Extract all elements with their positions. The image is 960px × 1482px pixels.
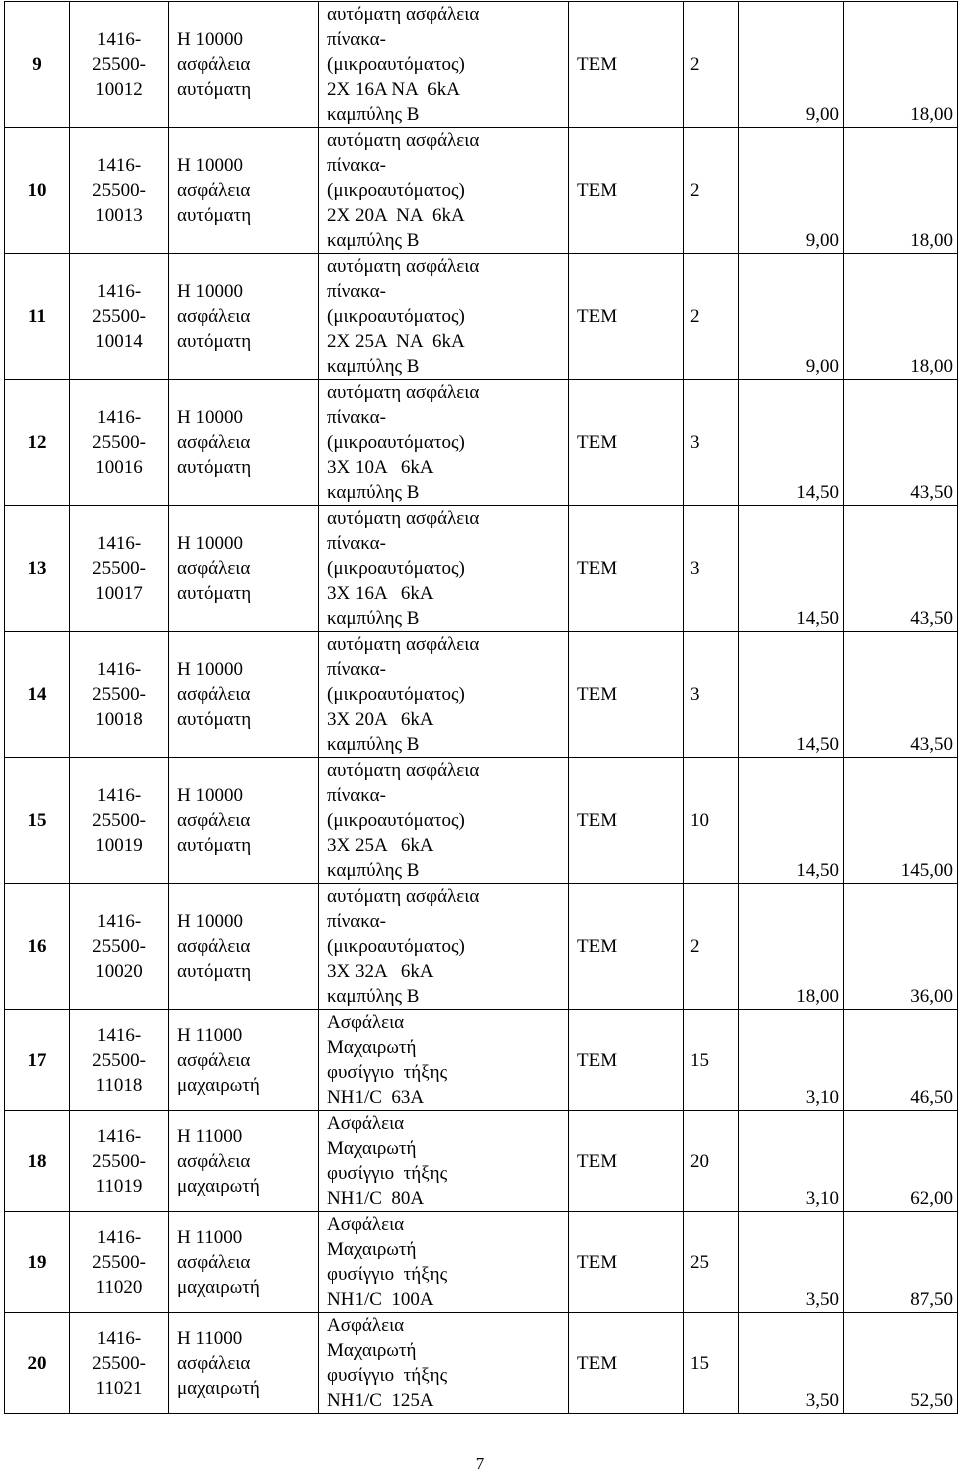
item-total: 62,00 bbox=[844, 1111, 958, 1212]
item-quantity: 3 bbox=[684, 632, 739, 758]
description-line: Ασφάλεια bbox=[327, 1012, 405, 1033]
description-line: αυτόματη ασφάλεια bbox=[327, 256, 480, 277]
item-category bbox=[169, 1212, 319, 1313]
item-code bbox=[70, 506, 169, 632]
description-line: πίνακα- bbox=[327, 407, 386, 428]
description-line: 2Χ 16Α ΝΑ 6kA bbox=[327, 79, 461, 100]
description-line: αυτόματη ασφάλεια bbox=[327, 4, 480, 25]
category-line: Η 10000 bbox=[177, 407, 243, 428]
category-line: ασφάλεια bbox=[177, 936, 251, 957]
code-line: 1416- bbox=[96, 533, 142, 554]
item-code bbox=[70, 884, 169, 1010]
description-line: NH1/C 80A bbox=[327, 1188, 425, 1209]
item-unit-price: 14,50 bbox=[739, 380, 844, 506]
description-line: πίνακα- bbox=[327, 659, 386, 680]
description-line: πίνακα- bbox=[327, 281, 386, 302]
item-category bbox=[169, 1313, 319, 1414]
item-quantity: 15 bbox=[684, 1313, 739, 1414]
item-quantity: 2 bbox=[684, 128, 739, 254]
item-code bbox=[70, 128, 169, 254]
item-unit-price: 14,50 bbox=[739, 506, 844, 632]
table-row bbox=[5, 506, 958, 632]
item-number: 19 bbox=[5, 1212, 70, 1313]
category-line: Η 11000 bbox=[177, 1024, 243, 1046]
item-category bbox=[169, 506, 319, 632]
description-line: καμπύλης Β bbox=[327, 608, 420, 629]
category-line: ασφάλεια bbox=[177, 558, 251, 579]
category-line: Η 10000 bbox=[177, 911, 243, 932]
item-category bbox=[169, 2, 319, 128]
category-line: μαχαιρωτή bbox=[177, 1276, 260, 1298]
category-line: μαχαιρωτή bbox=[177, 1377, 260, 1399]
category-line: Η 10000 bbox=[177, 659, 243, 680]
code-line: 1416- bbox=[96, 911, 142, 932]
table-row bbox=[5, 1111, 958, 1212]
item-total: 87,50 bbox=[844, 1212, 958, 1313]
item-code bbox=[70, 632, 169, 758]
table-row bbox=[5, 2, 958, 128]
code-line: 10012 bbox=[95, 79, 143, 100]
code-line: 11021 bbox=[95, 1377, 143, 1399]
description-line: 2Χ 25Α ΝΑ 6kA bbox=[327, 331, 465, 352]
price-list-table bbox=[4, 1, 958, 1414]
item-number: 9 bbox=[5, 2, 70, 128]
item-code bbox=[70, 1111, 169, 1212]
item-quantity: 15 bbox=[684, 1010, 739, 1111]
code-line: 1416- bbox=[96, 1226, 142, 1248]
description-line: Μαχαιρωτή bbox=[327, 1239, 417, 1260]
category-line: αυτόματη bbox=[177, 331, 252, 352]
category-line: αυτόματη bbox=[177, 835, 252, 856]
description-line: καμπύλης Β bbox=[327, 356, 420, 377]
item-category bbox=[169, 254, 319, 380]
category-line: αυτόματη bbox=[177, 205, 252, 226]
item-unit: ΤΕΜ bbox=[569, 1313, 684, 1414]
code-line: 10016 bbox=[95, 457, 143, 478]
description-line: (μικροαυτόματος) bbox=[327, 936, 465, 957]
code-line: 1416- bbox=[96, 785, 142, 806]
item-description bbox=[319, 1212, 569, 1313]
item-category bbox=[169, 1010, 319, 1111]
description-line: καμπύλης Β bbox=[327, 104, 420, 125]
code-line: 10019 bbox=[95, 835, 143, 856]
item-description bbox=[319, 632, 569, 758]
code-line: 25500- bbox=[92, 180, 146, 201]
description-line: φυσίγγιο τήξης bbox=[327, 1062, 448, 1083]
item-category bbox=[169, 884, 319, 1010]
description-line: Μαχαιρωτή bbox=[327, 1340, 417, 1361]
code-line: 11019 bbox=[95, 1175, 143, 1197]
category-line: Η 11000 bbox=[177, 1327, 243, 1349]
category-line: αυτόματη bbox=[177, 79, 252, 100]
description-line: αυτόματη ασφάλεια bbox=[327, 634, 480, 655]
item-unit-price: 9,00 bbox=[739, 2, 844, 128]
item-quantity: 10 bbox=[684, 758, 739, 884]
item-total: 46,50 bbox=[844, 1010, 958, 1111]
item-total: 43,50 bbox=[844, 506, 958, 632]
description-line: (μικροαυτόματος) bbox=[327, 306, 465, 327]
description-line: 3Χ 20Α 6kA bbox=[327, 709, 434, 730]
item-category bbox=[169, 632, 319, 758]
category-line: Η 11000 bbox=[177, 1226, 243, 1248]
category-line: ασφάλεια bbox=[177, 1150, 251, 1172]
item-number: 17 bbox=[5, 1010, 70, 1111]
description-line: (μικροαυτόματος) bbox=[327, 810, 465, 831]
item-number: 20 bbox=[5, 1313, 70, 1414]
description-line: 3Χ 32Α 6kA bbox=[327, 961, 434, 982]
table-row bbox=[5, 254, 958, 380]
item-code bbox=[70, 1212, 169, 1313]
item-description bbox=[319, 128, 569, 254]
description-line: (μικροαυτόματος) bbox=[327, 54, 465, 75]
category-line: ασφάλεια bbox=[177, 432, 251, 453]
category-line: ασφάλεια bbox=[177, 1251, 251, 1273]
code-line: 11018 bbox=[95, 1074, 143, 1096]
item-unit: ΤΕΜ bbox=[569, 506, 684, 632]
code-line: 25500- bbox=[92, 1150, 146, 1172]
code-line: 1416- bbox=[96, 281, 142, 302]
item-category bbox=[169, 758, 319, 884]
code-line: 1416- bbox=[96, 29, 142, 50]
category-line: Η 10000 bbox=[177, 785, 243, 806]
description-line: πίνακα- bbox=[327, 155, 386, 176]
item-code bbox=[70, 254, 169, 380]
item-description bbox=[319, 1010, 569, 1111]
item-quantity: 2 bbox=[684, 884, 739, 1010]
category-line: ασφάλεια bbox=[177, 180, 251, 201]
table-row bbox=[5, 1313, 958, 1414]
category-line: αυτόματη bbox=[177, 709, 252, 730]
code-line: 1416- bbox=[96, 659, 142, 680]
item-unit: ΤΕΜ bbox=[569, 1111, 684, 1212]
item-description bbox=[319, 758, 569, 884]
description-line: πίνακα- bbox=[327, 29, 386, 50]
item-code bbox=[70, 2, 169, 128]
item-unit: ΤΕΜ bbox=[569, 1212, 684, 1313]
category-line: ασφάλεια bbox=[177, 54, 251, 75]
category-line: Η 10000 bbox=[177, 155, 243, 176]
description-line: φυσίγγιο τήξης bbox=[327, 1264, 448, 1285]
item-quantity: 2 bbox=[684, 254, 739, 380]
code-line: 1416- bbox=[96, 1327, 142, 1349]
item-code bbox=[70, 1313, 169, 1414]
description-line: καμπύλης Β bbox=[327, 482, 420, 503]
item-number: 16 bbox=[5, 884, 70, 1010]
item-unit: ΤΕΜ bbox=[569, 758, 684, 884]
item-unit-price: 14,50 bbox=[739, 632, 844, 758]
table-row bbox=[5, 632, 958, 758]
code-line: 1416- bbox=[96, 407, 142, 428]
item-total: 18,00 bbox=[844, 2, 958, 128]
item-total: 145,00 bbox=[844, 758, 958, 884]
item-unit: ΤΕΜ bbox=[569, 380, 684, 506]
item-unit: ΤΕΜ bbox=[569, 1010, 684, 1111]
item-quantity: 3 bbox=[684, 506, 739, 632]
item-number: 11 bbox=[5, 254, 70, 380]
code-line: 1416- bbox=[96, 1024, 142, 1046]
item-number: 15 bbox=[5, 758, 70, 884]
description-line: αυτόματη ασφάλεια bbox=[327, 886, 480, 907]
item-description bbox=[319, 254, 569, 380]
item-total: 18,00 bbox=[844, 128, 958, 254]
description-line: 3Χ 10Α 6kA bbox=[327, 457, 434, 478]
code-line: 10020 bbox=[95, 961, 143, 982]
item-quantity: 25 bbox=[684, 1212, 739, 1313]
description-line: καμπύλης Β bbox=[327, 986, 420, 1007]
category-line: αυτόματη bbox=[177, 961, 252, 982]
description-line: Ασφάλεια bbox=[327, 1315, 405, 1336]
code-line: 25500- bbox=[92, 810, 146, 831]
description-line: (μικροαυτόματος) bbox=[327, 684, 465, 705]
category-line: αυτόματη bbox=[177, 457, 252, 478]
code-line: 25500- bbox=[92, 306, 146, 327]
description-line: 3Χ 25Α 6kA bbox=[327, 835, 434, 856]
code-line: 10017 bbox=[95, 583, 143, 604]
code-line: 1416- bbox=[96, 155, 142, 176]
table-row bbox=[5, 380, 958, 506]
description-line: NH1/C 63A bbox=[327, 1087, 425, 1108]
description-line: 2Χ 20Α ΝΑ 6kA bbox=[327, 205, 465, 226]
description-line: φυσίγγιο τήξης bbox=[327, 1163, 448, 1184]
category-line: Η 10000 bbox=[177, 281, 243, 302]
description-line: (μικροαυτόματος) bbox=[327, 432, 465, 453]
item-number: 13 bbox=[5, 506, 70, 632]
code-line: 25500- bbox=[92, 1049, 146, 1071]
code-line: 25500- bbox=[92, 1352, 146, 1374]
description-line: (μικροαυτόματος) bbox=[327, 180, 465, 201]
item-number: 12 bbox=[5, 380, 70, 506]
item-number: 18 bbox=[5, 1111, 70, 1212]
item-unit: ΤΕΜ bbox=[569, 2, 684, 128]
item-unit: ΤΕΜ bbox=[569, 884, 684, 1010]
item-number: 14 bbox=[5, 632, 70, 758]
item-quantity: 2 bbox=[684, 2, 739, 128]
description-line: φυσίγγιο τήξης bbox=[327, 1365, 448, 1386]
item-category bbox=[169, 128, 319, 254]
item-code bbox=[70, 1010, 169, 1111]
category-line: ασφάλεια bbox=[177, 306, 251, 327]
code-line: 1416- bbox=[96, 1125, 142, 1147]
category-line: ασφάλεια bbox=[177, 684, 251, 705]
item-unit-price: 3,50 bbox=[739, 1212, 844, 1313]
item-unit-price: 9,00 bbox=[739, 128, 844, 254]
description-line: Μαχαιρωτή bbox=[327, 1138, 417, 1159]
description-line: αυτόματη ασφάλεια bbox=[327, 508, 480, 529]
description-line: καμπύλης Β bbox=[327, 230, 420, 251]
code-line: 11020 bbox=[95, 1276, 143, 1298]
table-row bbox=[5, 1212, 958, 1313]
code-line: 25500- bbox=[92, 54, 146, 75]
description-line: καμπύλης Β bbox=[327, 734, 420, 755]
code-line: 10018 bbox=[95, 709, 143, 730]
table-row bbox=[5, 884, 958, 1010]
description-line: Μαχαιρωτή bbox=[327, 1037, 417, 1058]
item-unit: ΤΕΜ bbox=[569, 128, 684, 254]
description-line: Ασφάλεια bbox=[327, 1113, 405, 1134]
item-unit-price: 9,00 bbox=[739, 254, 844, 380]
item-code bbox=[70, 758, 169, 884]
item-description bbox=[319, 884, 569, 1010]
description-line: NH1/C 125A bbox=[327, 1390, 434, 1411]
description-line: πίνακα- bbox=[327, 911, 386, 932]
code-line: 25500- bbox=[92, 684, 146, 705]
item-category bbox=[169, 1111, 319, 1212]
code-line: 25500- bbox=[92, 1251, 146, 1273]
item-unit-price: 18,00 bbox=[739, 884, 844, 1010]
item-category bbox=[169, 380, 319, 506]
description-line: Ασφάλεια bbox=[327, 1214, 405, 1235]
description-line: πίνακα- bbox=[327, 533, 386, 554]
description-line: 3Χ 16Α 6kA bbox=[327, 583, 434, 604]
category-line: αυτόματη bbox=[177, 583, 252, 604]
category-line: ασφάλεια bbox=[177, 810, 251, 831]
category-line: ασφάλεια bbox=[177, 1049, 251, 1071]
category-line: Η 10000 bbox=[177, 29, 243, 50]
item-quantity: 20 bbox=[684, 1111, 739, 1212]
description-line: αυτόματη ασφάλεια bbox=[327, 130, 480, 151]
code-line: 25500- bbox=[92, 936, 146, 957]
description-line: πίνακα- bbox=[327, 785, 386, 806]
table-row bbox=[5, 128, 958, 254]
item-unit-price: 3,50 bbox=[739, 1313, 844, 1414]
code-line: 25500- bbox=[92, 558, 146, 579]
code-line: 25500- bbox=[92, 432, 146, 453]
code-line: 10014 bbox=[95, 331, 143, 352]
category-line: μαχαιρωτή bbox=[177, 1074, 260, 1096]
item-description bbox=[319, 506, 569, 632]
item-code bbox=[70, 380, 169, 506]
description-line: αυτόματη ασφάλεια bbox=[327, 382, 480, 403]
item-unit-price: 3,10 bbox=[739, 1010, 844, 1111]
code-line: 10013 bbox=[95, 205, 143, 226]
item-total: 43,50 bbox=[844, 632, 958, 758]
item-total: 43,50 bbox=[844, 380, 958, 506]
description-line: καμπύλης Β bbox=[327, 860, 420, 881]
item-number: 10 bbox=[5, 128, 70, 254]
description-line: αυτόματη ασφάλεια bbox=[327, 760, 480, 781]
item-total: 52,50 bbox=[844, 1313, 958, 1414]
item-description bbox=[319, 380, 569, 506]
item-total: 36,00 bbox=[844, 884, 958, 1010]
category-line: μαχαιρωτή bbox=[177, 1175, 260, 1197]
item-description bbox=[319, 1111, 569, 1212]
item-unit: ΤΕΜ bbox=[569, 632, 684, 758]
table-row bbox=[5, 758, 958, 884]
item-unit: ΤΕΜ bbox=[569, 254, 684, 380]
description-line: (μικροαυτόματος) bbox=[327, 558, 465, 579]
item-description bbox=[319, 1313, 569, 1414]
category-line: Η 11000 bbox=[177, 1125, 243, 1147]
category-line: Η 10000 bbox=[177, 533, 243, 554]
page-number: 7 bbox=[475, 1454, 485, 1473]
item-unit-price: 14,50 bbox=[739, 758, 844, 884]
item-total: 18,00 bbox=[844, 254, 958, 380]
item-description bbox=[319, 2, 569, 128]
table-row bbox=[5, 1010, 958, 1111]
description-line: NH1/C 100A bbox=[327, 1289, 434, 1310]
item-unit-price: 3,10 bbox=[739, 1111, 844, 1212]
category-line: ασφάλεια bbox=[177, 1352, 251, 1374]
item-quantity: 3 bbox=[684, 380, 739, 506]
